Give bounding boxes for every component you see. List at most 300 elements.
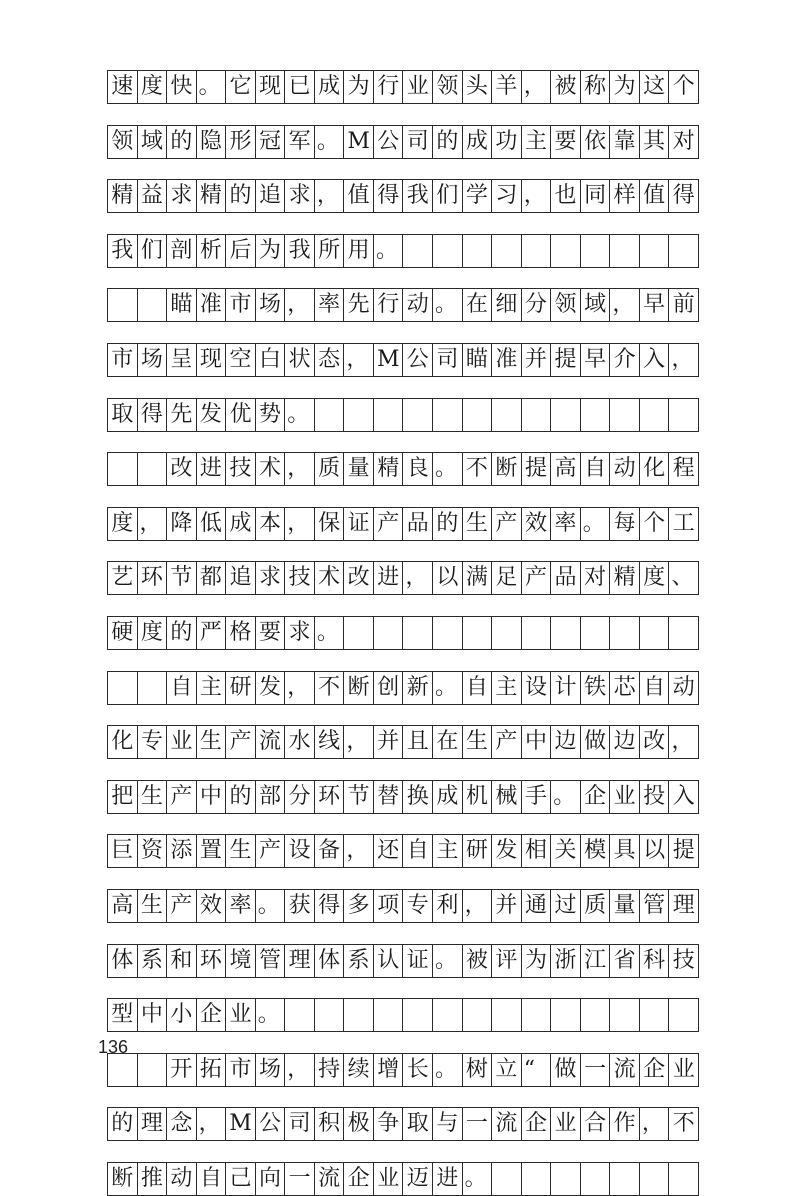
grid-cell: 。: [433, 289, 463, 321]
grid-cell: 域: [581, 289, 611, 321]
grid-row: [107, 1162, 699, 1196]
grid-cell: 的: [167, 617, 197, 649]
grid-cell: [344, 999, 374, 1031]
grid-cell: [374, 399, 404, 431]
grid-cell: 动: [167, 1163, 197, 1195]
grid-cell: 的: [226, 781, 256, 813]
grid-cell: 极: [344, 1108, 374, 1140]
grid-cell: 自: [167, 672, 197, 704]
grid-cell: [108, 672, 138, 704]
grid-cell: [522, 999, 552, 1031]
grid-row: [107, 780, 699, 814]
grid-cell: 个: [640, 508, 670, 540]
grid-cell: 瞄: [463, 344, 493, 376]
grid-cell: 入: [669, 781, 699, 813]
grid-cell: ，: [197, 1108, 227, 1140]
grid-cell: [610, 399, 640, 431]
grid-cell: ，: [344, 835, 374, 867]
grid-cell: 在: [463, 289, 493, 321]
grid-cell: 公: [374, 126, 404, 158]
grid-cell: 企: [197, 999, 227, 1031]
grid-cell: [344, 399, 374, 431]
grid-cell: 我: [108, 235, 138, 267]
grid-cell: M: [374, 344, 404, 376]
grid-cell: 、: [669, 562, 699, 594]
grid-cell: 取: [108, 399, 138, 431]
grid-cell: 其: [640, 126, 670, 158]
grid-cell: ，: [522, 180, 552, 212]
grid-cell: 部: [256, 781, 286, 813]
grid-cell: M: [226, 1108, 256, 1140]
grid-cell: 改: [167, 453, 197, 485]
grid-cell: 研: [463, 835, 493, 867]
grid-cell: 省: [610, 945, 640, 977]
grid-cell: 称: [581, 71, 611, 103]
grid-cell: 高: [551, 453, 581, 485]
grid-cell: 值: [344, 180, 374, 212]
grid-cell: 追: [226, 562, 256, 594]
grid-cell: 市: [226, 289, 256, 321]
grid-cell: 自: [640, 672, 670, 704]
grid-cell: 形: [226, 126, 256, 158]
grid-cell: ，: [610, 289, 640, 321]
grid-cell: 前: [669, 289, 699, 321]
grid-cell: 投: [640, 781, 670, 813]
grid-cell: 市: [108, 344, 138, 376]
grid-cell: [522, 399, 552, 431]
grid-cell: 低: [197, 508, 227, 540]
grid-cell: 场: [256, 289, 286, 321]
grid-cell: 企: [581, 781, 611, 813]
grid-cell: ，: [344, 344, 374, 376]
grid-row: [107, 944, 699, 978]
grid-cell: [669, 1163, 699, 1195]
grid-cell: 关: [551, 835, 581, 867]
grid-cell: 被: [463, 945, 493, 977]
grid-cell: 动: [610, 453, 640, 485]
grid-cell: 巨: [108, 835, 138, 867]
grid-cell: 系: [138, 945, 168, 977]
grid-cell: ，: [285, 672, 315, 704]
grid-cell: 量: [344, 453, 374, 485]
grid-cell: [433, 999, 463, 1031]
grid-cell: [315, 399, 345, 431]
grid-cell: [403, 617, 433, 649]
grid-cell: 断: [344, 672, 374, 704]
grid-row: [107, 671, 699, 705]
grid-cell: 体: [108, 945, 138, 977]
grid-cell: 我: [403, 180, 433, 212]
page-number: 136: [98, 1037, 129, 1057]
grid-row: [107, 1107, 699, 1141]
grid-cell: 精: [108, 180, 138, 212]
grid-cell: 艺: [108, 562, 138, 594]
grid-cell: 流: [492, 1108, 522, 1140]
grid-cell: 作: [610, 1108, 640, 1140]
grid-cell: 研: [226, 672, 256, 704]
grid-cell: 求: [285, 180, 315, 212]
grid-cell: 呈: [167, 344, 197, 376]
grid-cell: 快: [167, 71, 197, 103]
grid-cell: ，: [285, 508, 315, 540]
grid-cell: 理: [138, 1108, 168, 1140]
grid-cell: 计: [551, 672, 581, 704]
grid-cell: [522, 235, 552, 267]
grid-cell: 长: [403, 1054, 433, 1086]
grid-cell: 发: [197, 399, 227, 431]
grid-cell: 评: [492, 945, 522, 977]
grid-cell: 求: [285, 617, 315, 649]
grid-cell: 足: [492, 562, 522, 594]
grid-cell: 机: [463, 781, 493, 813]
grid-cell: 。: [256, 890, 286, 922]
grid-cell: [108, 289, 138, 321]
grid-cell: 生: [226, 835, 256, 867]
grid-cell: 都: [197, 562, 227, 594]
grid-cell: 域: [138, 126, 168, 158]
grid-cell: 发: [256, 672, 286, 704]
grid-cell: 空: [226, 344, 256, 376]
grid-cell: 学: [463, 180, 493, 212]
grid-cell: 模: [581, 835, 611, 867]
grid-cell: 增: [374, 1054, 404, 1086]
grid-cell: 与: [433, 1108, 463, 1140]
grid-cell: 追: [256, 180, 286, 212]
grid-cell: 科: [640, 945, 670, 977]
grid-cell: 得: [138, 399, 168, 431]
grid-cell: 以: [433, 562, 463, 594]
grid-cell: 同: [581, 180, 611, 212]
grid-row: [107, 70, 699, 104]
grid-cell: 立: [492, 1054, 522, 1086]
grid-cell: 技: [669, 945, 699, 977]
grid-cell: 提: [551, 344, 581, 376]
grid-cell: 提: [669, 835, 699, 867]
grid-cell: ，: [285, 289, 315, 321]
grid-cell: 做: [581, 726, 611, 758]
grid-cell: [285, 999, 315, 1031]
grid-cell: 白: [256, 344, 286, 376]
grid-cell: 。: [551, 781, 581, 813]
grid-cell: 理: [285, 945, 315, 977]
grid-cell: [640, 399, 670, 431]
grid-cell: 添: [167, 835, 197, 867]
grid-row: [107, 725, 699, 759]
grid-cell: 江: [581, 945, 611, 977]
grid-cell: ，: [344, 726, 374, 758]
grid-cell: 主: [492, 672, 522, 704]
grid-cell: [640, 1163, 670, 1195]
grid-cell: 。: [433, 453, 463, 485]
grid-cell: 工: [669, 508, 699, 540]
grid-cell: 行: [374, 71, 404, 103]
grid-cell: 证: [403, 945, 433, 977]
grid-cell: 为: [522, 945, 552, 977]
grid-cell: 系: [344, 945, 374, 977]
grid-cell: 环: [138, 562, 168, 594]
grid-cell: 所: [315, 235, 345, 267]
grid-cell: 环: [197, 945, 227, 977]
grid-cell: 。: [463, 1163, 493, 1195]
grid-cell: 精: [374, 453, 404, 485]
grid-cell: 的: [167, 126, 197, 158]
grid-cell: 效: [522, 508, 552, 540]
grid-cell: 依: [581, 126, 611, 158]
grid-cell: 度: [138, 617, 168, 649]
grid-cell: 生: [463, 726, 493, 758]
grid-cell: 环: [315, 781, 345, 813]
grid-cell: 介: [610, 344, 640, 376]
grid-cell: [463, 617, 493, 649]
grid-cell: 中: [522, 726, 552, 758]
grid-cell: ，: [463, 890, 493, 922]
grid-cell: 技: [226, 453, 256, 485]
grid-cell: [433, 617, 463, 649]
grid-cell: 节: [167, 562, 197, 594]
grid-cell: 剖: [167, 235, 197, 267]
grid-cell: 。: [285, 399, 315, 431]
grid-row: [107, 889, 699, 923]
grid-cell: 。: [433, 672, 463, 704]
grid-cell: 流: [610, 1054, 640, 1086]
grid-cell: 新: [403, 672, 433, 704]
grid-cell: 隐: [197, 126, 227, 158]
grid-cell: 化: [108, 726, 138, 758]
grid-cell: [403, 999, 433, 1031]
grid-cell: [492, 999, 522, 1031]
grid-cell: 降: [167, 508, 197, 540]
grid-cell: 要: [551, 126, 581, 158]
grid-cell: 精: [197, 180, 227, 212]
grid-cell: 树: [463, 1054, 493, 1086]
grid-cell: 功: [492, 126, 522, 158]
grid-cell: 管: [640, 890, 670, 922]
grid-cell: 。: [581, 508, 611, 540]
grid-cell: “: [522, 1054, 552, 1086]
grid-cell: [669, 399, 699, 431]
grid-cell: 每: [610, 508, 640, 540]
grid-cell: 状: [285, 344, 315, 376]
grid-cell: 势: [256, 399, 286, 431]
grid-cell: 分: [285, 781, 315, 813]
grid-cell: [138, 672, 168, 704]
grid-cell: 现: [256, 71, 286, 103]
grid-cell: 。: [374, 235, 404, 267]
grid-cell: 羊: [492, 71, 522, 103]
grid-cell: 产: [167, 781, 197, 813]
grid-cell: 业: [610, 781, 640, 813]
grid-cell: [551, 999, 581, 1031]
grid-cell: 和: [167, 945, 197, 977]
grid-cell: 早: [581, 344, 611, 376]
grid-cell: 动: [403, 289, 433, 321]
grid-cell: 相: [522, 835, 552, 867]
grid-cell: 先: [344, 289, 374, 321]
grid-cell: 业: [669, 1054, 699, 1086]
grid-cell: 自: [403, 835, 433, 867]
grid-cell: [463, 399, 493, 431]
grid-cell: [610, 617, 640, 649]
grid-cell: [433, 399, 463, 431]
grid-cell: 进: [197, 453, 227, 485]
grid-cell: 管: [256, 945, 286, 977]
grid-cell: 己: [226, 1163, 256, 1195]
grid-cell: [610, 235, 640, 267]
grid-cell: [492, 617, 522, 649]
grid-cell: 们: [138, 235, 168, 267]
grid-cell: 领: [551, 289, 581, 321]
grid-cell: 析: [197, 235, 227, 267]
grid-cell: 流: [256, 726, 286, 758]
grid-cell: 小: [167, 999, 197, 1031]
grid-cell: 益: [138, 180, 168, 212]
grid-cell: 率: [551, 508, 581, 540]
grid-cell: [492, 235, 522, 267]
grid-cell: 化: [640, 453, 670, 485]
grid-cell: 在: [433, 726, 463, 758]
grid-cell: 证: [344, 508, 374, 540]
grid-cell: 本: [256, 508, 286, 540]
grid-cell: 。: [433, 945, 463, 977]
grid-cell: 动: [669, 672, 699, 704]
grid-cell: 质: [581, 890, 611, 922]
grid-cell: [403, 399, 433, 431]
grid-cell: 态: [315, 344, 345, 376]
grid-cell: 成: [463, 126, 493, 158]
grid-cell: 值: [640, 180, 670, 212]
grid-cell: 项: [374, 890, 404, 922]
grid-cell: 企: [522, 1108, 552, 1140]
grid-cell: 对: [669, 126, 699, 158]
grid-cell: 术: [315, 562, 345, 594]
grid-cell: 瞄: [167, 289, 197, 321]
grid-cell: 争: [374, 1108, 404, 1140]
grid-cell: 一: [581, 1054, 611, 1086]
grid-cell: 成: [433, 781, 463, 813]
grid-cell: 产: [492, 508, 522, 540]
grid-cell: 。: [433, 1054, 463, 1086]
grid-cell: 这: [640, 71, 670, 103]
grid-cell: 念: [167, 1108, 197, 1140]
grid-cell: 边: [610, 726, 640, 758]
grid-cell: 保: [315, 508, 345, 540]
grid-cell: 司: [433, 344, 463, 376]
grid-cell: 专: [403, 890, 433, 922]
grid-cell: 准: [492, 344, 522, 376]
grid-cell: [551, 235, 581, 267]
grid-cell: ，: [522, 71, 552, 103]
grid-cell: 入: [640, 344, 670, 376]
grid-cell: 换: [403, 781, 433, 813]
grid-cell: 得: [315, 890, 345, 922]
grid-cell: 进: [374, 562, 404, 594]
grid-cell: [522, 617, 552, 649]
grid-cell: 理: [669, 890, 699, 922]
grid-cell: 术: [256, 453, 286, 485]
grid-cell: [640, 617, 670, 649]
grid-cell: 用: [344, 235, 374, 267]
grid-cell: 成: [226, 508, 256, 540]
grid-cell: ，: [285, 453, 315, 485]
grid-cell: ，: [138, 508, 168, 540]
grid-cell: [640, 999, 670, 1031]
grid-cell: 度: [640, 562, 670, 594]
grid-cell: 自: [463, 672, 493, 704]
grid-cell: 迈: [403, 1163, 433, 1195]
grid-cell: [492, 399, 522, 431]
grid-cell: [581, 235, 611, 267]
grid-cell: 主: [197, 672, 227, 704]
grid-row: [107, 998, 699, 1032]
grid-cell: [581, 617, 611, 649]
grid-cell: 改: [640, 726, 670, 758]
grid-cell: 水: [285, 726, 315, 758]
grid-cell: 军: [285, 126, 315, 158]
grid-row: [107, 288, 699, 322]
grid-cell: [551, 399, 581, 431]
grid-cell: 并: [522, 344, 552, 376]
grid-cell: 。: [256, 999, 286, 1031]
grid-cell: 进: [433, 1163, 463, 1195]
grid-cell: 置: [197, 835, 227, 867]
grid-cell: 断: [492, 453, 522, 485]
grid-cell: 成: [315, 71, 345, 103]
grid-row: [107, 179, 699, 213]
grid-cell: [463, 235, 493, 267]
grid-cell: 的: [433, 126, 463, 158]
grid-cell: 设: [522, 672, 552, 704]
grid-cell: 产: [167, 890, 197, 922]
grid-cell: 企: [640, 1054, 670, 1086]
grid-cell: 取: [403, 1108, 433, 1140]
grid-cell: 自: [197, 1163, 227, 1195]
grid-cell: 且: [403, 726, 433, 758]
grid-cell: 生: [463, 508, 493, 540]
grid-cell: [344, 617, 374, 649]
grid-cell: ，: [285, 1054, 315, 1086]
grid-cell: [669, 235, 699, 267]
grid-cell: 以: [640, 835, 670, 867]
grid-row: [107, 507, 699, 541]
grid-cell: 早: [640, 289, 670, 321]
grid-cell: 境: [226, 945, 256, 977]
grid-cell: 领: [433, 71, 463, 103]
grid-cell: 现: [197, 344, 227, 376]
grid-cell: 业: [551, 1108, 581, 1140]
grid-cell: 质: [315, 453, 345, 485]
grid-cell: [315, 999, 345, 1031]
grid-row: [107, 561, 699, 595]
grid-cell: [581, 999, 611, 1031]
grid-cell: 。: [315, 617, 345, 649]
grid-cell: [551, 1163, 581, 1195]
grid-cell: 续: [344, 1054, 374, 1086]
grid-cell: [669, 617, 699, 649]
grid-cell: 司: [403, 126, 433, 158]
grid-cell: [581, 399, 611, 431]
grid-cell: 不: [463, 453, 493, 485]
grid-row: [107, 234, 699, 268]
grid-cell: 个: [669, 71, 699, 103]
grid-cell: 硬: [108, 617, 138, 649]
grid-cell: [108, 1054, 138, 1086]
grid-cell: 提: [522, 453, 552, 485]
grid-cell: [374, 999, 404, 1031]
grid-cell: 为: [344, 71, 374, 103]
grid-cell: 流: [315, 1163, 345, 1195]
grid-cell: 具: [610, 835, 640, 867]
grid-cell: 技: [285, 562, 315, 594]
